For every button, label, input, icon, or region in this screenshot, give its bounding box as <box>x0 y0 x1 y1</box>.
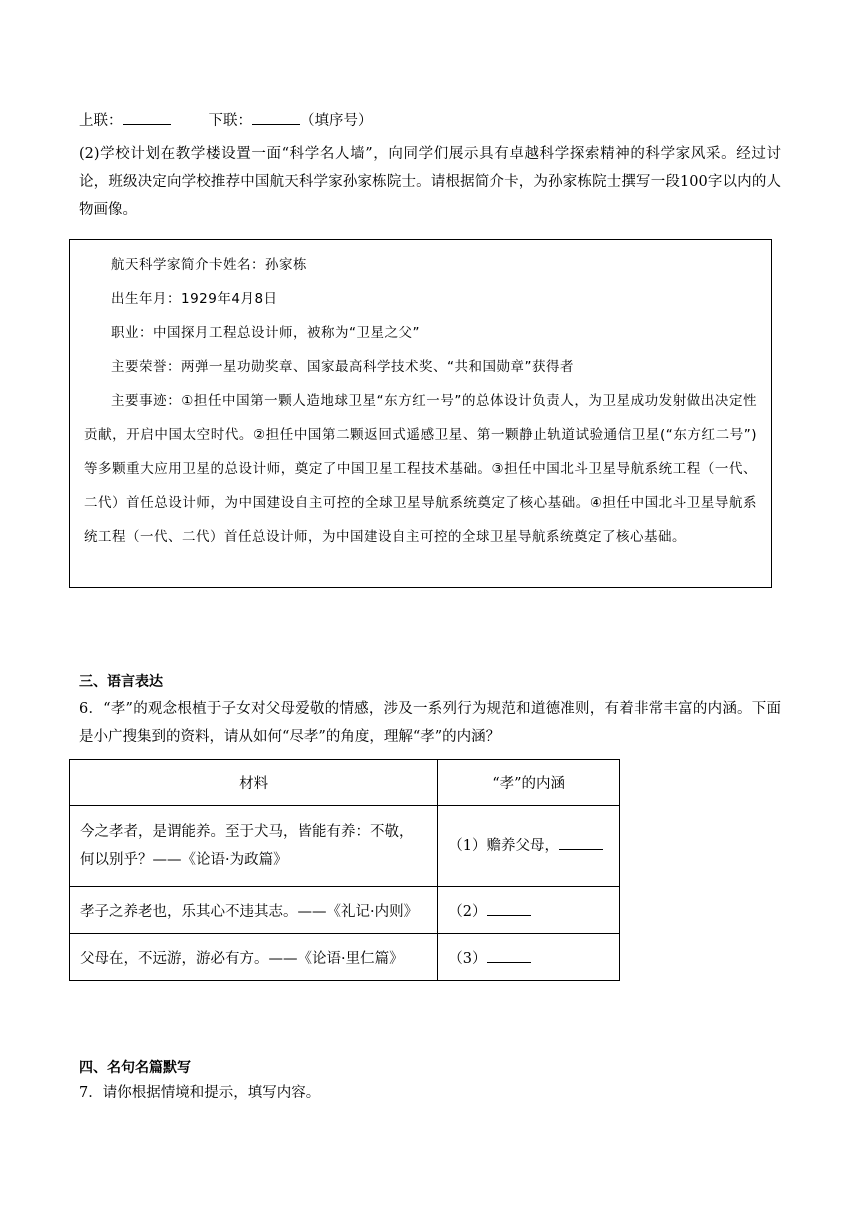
meaning-cell <box>438 934 620 981</box>
fill-hint: （填序号） <box>300 113 373 129</box>
header-meaning: “孝”的内涵 <box>438 760 620 806</box>
question-2-text: (2)学校计划在教学楼设置一面“科学名人墙”，向同学们展示具有卓越科学探索精神的科学家风采。经过讨论，班级决定向学校推荐中国航天科学家孙家栋院士。请根据简介卡，为孙家栋院士撰写一段100字以内的人物画像。 <box>79 146 781 218</box>
filial-piety-table <box>69 759 620 981</box>
section-4-title: 四、名句名篇默写 <box>79 1060 191 1076</box>
shanglian-label: 上联： <box>79 113 123 129</box>
material-cell: 今之孝者，是谓能养。至于犬马，皆能有养：不敬，何以别乎？——《论语·为政篇》 <box>70 806 438 887</box>
answer-blank[interactable] <box>487 901 531 916</box>
xialian-blank[interactable] <box>252 110 300 125</box>
table-header-row <box>70 760 620 806</box>
material-cell: 孝子之养老也，乐其心不违其志。——《礼记·内则》 <box>70 887 438 934</box>
profile-job-line: 职业：中国探月工程总设计师，被称为“卫星之父” <box>111 325 420 341</box>
shanglian-blank[interactable] <box>123 110 171 125</box>
profile-card <box>69 239 772 588</box>
couplet-answer-line <box>79 110 779 131</box>
meaning-cell <box>438 806 620 887</box>
header-material: 材料 <box>70 760 438 806</box>
meaning-text: （3） <box>448 950 487 967</box>
xialian-label: 下联： <box>208 113 252 129</box>
profile-name-line: 航天科学家简介卡姓名：孙家栋 <box>111 257 307 273</box>
question-7-text: 7．请你根据情境和提示，填写内容。 <box>79 1085 321 1101</box>
section-3-title: 三、语言表达 <box>79 674 163 690</box>
profile-birth-line: 出生年月：1929年4月8日 <box>111 291 278 307</box>
material-cell: 父母在，不远游，游必有方。——《论语·里仁篇》 <box>70 934 438 981</box>
answer-blank[interactable] <box>559 835 603 850</box>
table-row <box>70 887 620 934</box>
answer-blank[interactable] <box>487 948 531 963</box>
profile-deeds-text: 主要事迹：①担任中国第一颗人造地球卫星“东方红一号”的总体设计负责人，为卫星成功发射做出决定性贡献，开启中国太空时代。②担任中国第二颗返回式遥感卫星、第一颗静止轨道试验通信卫星(“东方红二号”)等多颗重大应用卫星的总设计师，奠定了中国卫星工程技术基础。③担任中国北斗卫星导航系统工程（一代、二代）首任总设计师，为中国建设自主可控的全球卫星导航系统奠定了核心基础。④担任中国北斗卫星导航系统工程（一代、二代）首任总设计师，为中国建设自主可控的全球卫星导航系统奠定了核心基础。 <box>84 393 757 545</box>
profile-honor-line: 主要荣誉：两弹一星功勋奖章、国家最高科学技术奖、“共和国勋章”获得者 <box>111 359 574 375</box>
table-row <box>70 806 620 887</box>
meaning-cell <box>438 887 620 934</box>
meaning-text: （2） <box>448 903 487 920</box>
question-6-text: 6．“孝”的观念根植于子女对父母爱敬的情感，涉及一系列行为规范和道德准则，有着非常丰富的内涵。下面是小广搜集到的资料，请从如何“尽孝”的角度，理解“孝”的内涵？ <box>79 701 781 745</box>
meaning-text: （1）赡养父母， <box>448 838 559 854</box>
table-row <box>70 934 620 981</box>
